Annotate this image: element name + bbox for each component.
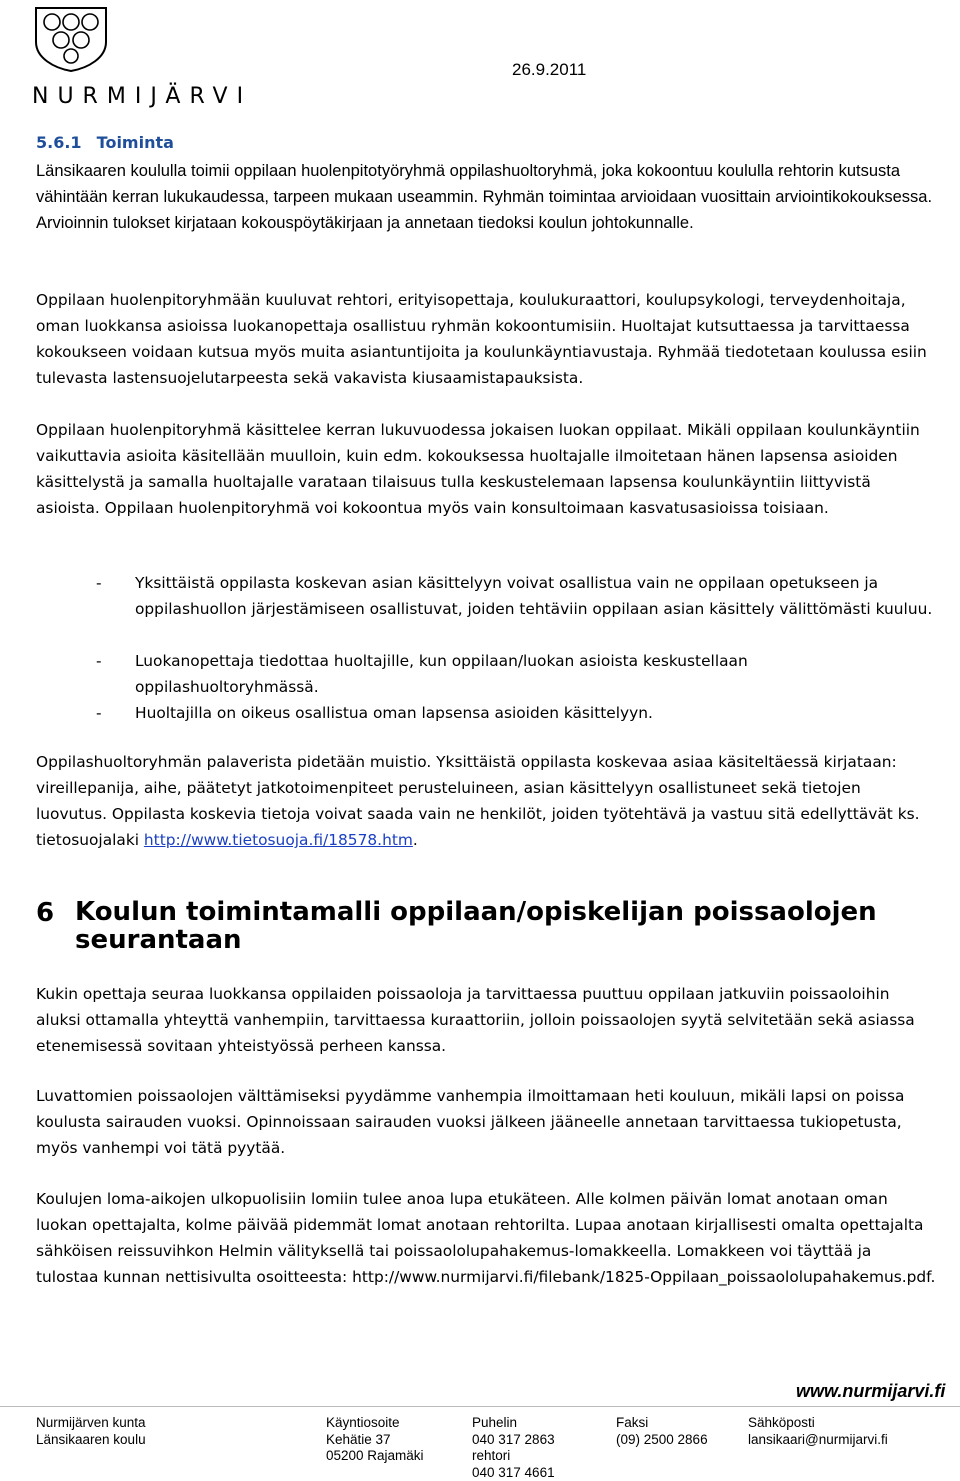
footer-phone-main: 040 317 2863 [472, 1432, 555, 1449]
footer-fax-number: (09) 2500 2866 [616, 1432, 708, 1449]
footer-visit-address [326, 1415, 424, 1465]
bullet-dash: - [96, 648, 102, 674]
footer-visit-street: Kehätie 37 [326, 1432, 424, 1449]
footer-phone-role: rehtori [472, 1448, 555, 1465]
section-number: 5.6.1 [36, 133, 82, 152]
footer-divider [0, 1406, 960, 1407]
memo-paragraph [36, 749, 936, 853]
chapter-number: 6 [36, 898, 54, 928]
footer-website[interactable]: www.nurmijarvi.fi [796, 1381, 945, 1402]
footer-org-line: Nurmijärven kunta [36, 1415, 146, 1432]
footer-email-label: Sähköposti [748, 1415, 888, 1432]
chapter-paragraph-3: Koulujen loma-aikojen ulkopuolisiin lomiin tulee anoa lupa etukäteen. Alle kolmen päivän lomat anotaan oman luokan opettajalta, kolme päivää pidemmät lomat anotaan rehtorilta. Lupaa anotaan kirjallisesti omalta opettajalta sähköisen reissuvihkon Helmin välityksellä tai poissaololupahakemus-lomakkeella. Lomakkeen voi täyttää ja tulostaa kunnan nettisivulta osoitteesta: http://www.nurmijarvi.fi/filebank/1825-Oppilaan_poissaololupahakemus.pdf. [36, 1186, 936, 1290]
footer-visit-city: 05200 Rajamäki [326, 1448, 424, 1465]
chapter-paragraph-2: Luvattomien poissaolojen välttämiseksi pyydämme vanhempia ilmoittamaan heti kouluun, mikäli lapsi on poissa koulusta sairauden vuoksi. Opinnoissaan sairauden vuoksi jälkeen jääneelle annetaan tarvittaessa tukiopetusta, myös vanhempi voi tätä pyytää. [36, 1083, 936, 1161]
chapter-title: Koulun toimintamalli oppilaan/opiskelijan poissaolojen seurantaan [75, 898, 935, 954]
list-item [96, 700, 936, 726]
footer-phone [472, 1415, 555, 1481]
municipality-crest-logo [32, 4, 110, 72]
memo-end: . [413, 831, 418, 849]
section-title: Toiminta [97, 133, 174, 152]
memo-text: Oppilashuoltoryhmän palaverista pidetään muistio. Yksittäistä oppilasta koskevaa asiaa käsiteltäessä kirjataan: vireillepanija, aihe, päätetyt jatkotoimenpiteet perusteluineen, asian käsittelyyn osallistuneet sekä tietojen luovutus. Oppilasta koskevia tietoja voivat saada vain ne henkilöt, joiden työtehtävä ja vastuu sitä edellyttävät ks. tietosuojalaki [36, 753, 920, 849]
footer-fax-label: Faksi [616, 1415, 708, 1432]
footer-email [748, 1415, 888, 1448]
footer-visit-label: Käyntiosoite [326, 1415, 424, 1432]
footer-organization [36, 1415, 146, 1448]
footer-phone-rector: 040 317 4661 [472, 1465, 555, 1481]
section-heading [36, 133, 174, 152]
list-item-text: Luokanopettaja tiedottaa huoltajille, kun oppilaan/luokan asioista keskustellaan oppilashuoltoryhmässä. [135, 648, 936, 700]
footer-org-line: Länsikaaren koulu [36, 1432, 146, 1449]
list-item [96, 570, 936, 622]
list-item-text: Huoltajilla on oikeus osallistua oman lapsensa asioiden käsittelyyn. [135, 700, 936, 726]
bullet-dash: - [96, 700, 102, 726]
chapter-paragraph-1: Kukin opettaja seuraa luokkansa oppilaiden poissaoloja ja tarvittaessa puuttuu oppilaan jatkuviin poissaoloihin aluksi ottamalla yhteyttä vanhempiin, tarvittaessa kuraattoriin, jolloin poissaolojen syytä selvitetään sekä asiassa etenemisessä sovitaan yhteistyössä perheen kanssa. [36, 981, 936, 1059]
list-item-text: Yksittäistä oppilasta koskevan asian käsittelyyn voivat osallistua vain ne oppilaan opetukseen ja oppilashuollon järjestämiseen osallistuvat, joiden tehtäviin oppilaan asian käsittely välittömästi kuuluu. [135, 570, 936, 622]
footer-fax [616, 1415, 708, 1448]
footer-email-address[interactable]: lansikaari@nurmijarvi.fi [748, 1432, 888, 1449]
bullet-dash: - [96, 570, 102, 596]
municipality-wordmark: NURMIJÄRVI [32, 84, 252, 109]
section-paragraph-3: Oppilaan huolenpitoryhmä käsittelee kerran lukuvuodessa jokaisen luokan oppilaat. Mikäli oppilaan koulunkäyntiin vaikuttavia asioita käsitellään muulloin, kuin edm. kokouksessa huoltajalle ilmoitetaan hänen lapsensa asioiden käsittelystä ja samalla huoltajalle varataan tilaisuus tulla keskustelemaan lapsensa koulunkäyntiin liittyvistä asioista. Oppilaan huolenpitoryhmä voi kokoontua myös vain konsultoimaan kasvatusasioissa toisiaan. [36, 417, 936, 521]
list-item [96, 648, 936, 700]
data-protection-law-link[interactable]: http://www.tietosuoja.fi/18578.htm [144, 831, 413, 849]
footer-phone-label: Puhelin [472, 1415, 555, 1432]
section-paragraph-2: Oppilaan huolenpitoryhmään kuuluvat rehtori, erityisopettaja, koulukuraattori, koulupsykologi, terveydenhoitaja, oman luokkansa asioissa luokanopettaja osallistuu ryhmän kokoontumisiin. Huoltajat kutsuttaessa ja tarvittaessa kokoukseen voidaan kutsua myös muita asiantuntijoita ja koulunkäyntiavustaja. Ryhmää tiedotetaan koulussa esiin tulevasta lastensuojelutarpeesta sekä vakavista kiusaamistapauksista. [36, 287, 936, 391]
document-date: 26.9.2011 [512, 60, 586, 80]
section-paragraph-1: Länsikaaren koululla toimii oppilaan huolenpitotyöryhmä oppilashuoltoryhmä, joka kokoontuu koululla rehtorin kutsusta vähintään kerran lukukaudessa, tarpeen mukaan useammin. Ryhmän toimintaa arvioidaan vuosittain arviointikokouksessa. Arvioinnin tulokset kirjataan kokouspöytäkirjaan ja annetaan tiedoksi koulun johtokunnalle. [36, 158, 936, 236]
